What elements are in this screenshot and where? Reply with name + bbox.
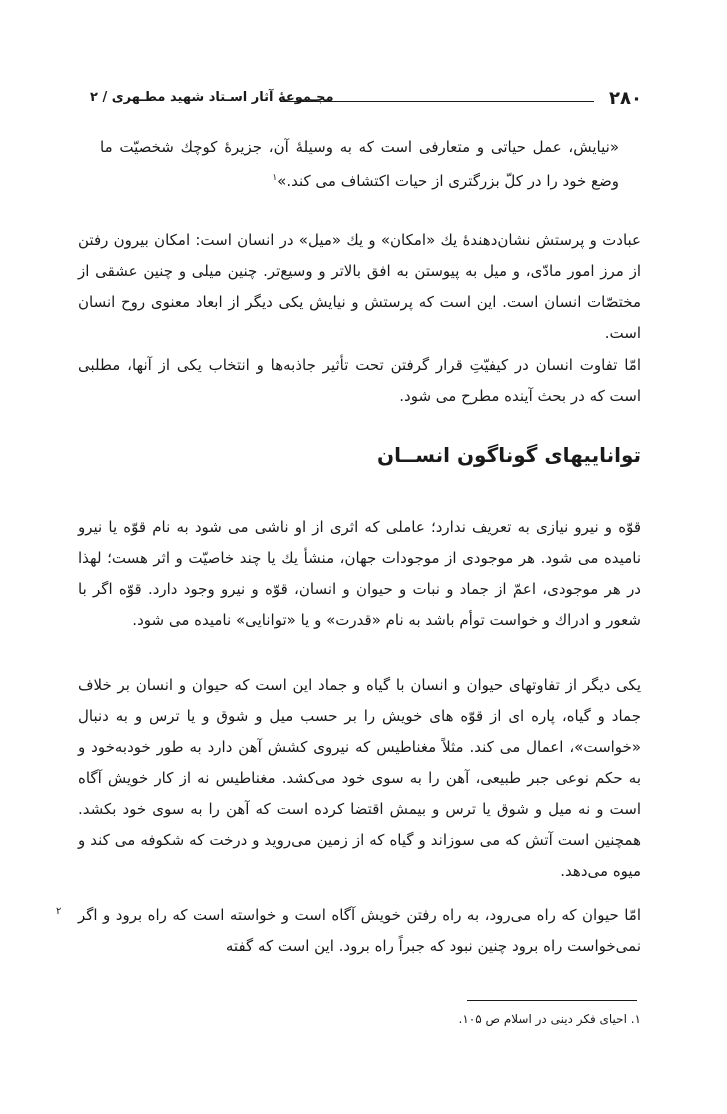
quote-paragraph <box>100 132 619 197</box>
quote-text: «نیایش، عمل حیاتی و متعارفی است که به وسیلهٔ آن، جزیرهٔ کوچك شخصیّت ما وضع خود را در کلّ بزرگتری از حیات اکتشاف می کند.» <box>100 138 619 190</box>
section-paragraph-2: یکی دیگر از تفاوتهای حیوان و انسان با گیاه و جماد این است که حیوان و انسان بر خلاف جماد و گیاه، پاره ای از قوّه های خویش را بر حسب میل و شوق و یا ترس و به دنبال «خواست»، اعمال می کند. مثلاً مغناطیس که نیروی کشش آهن دارد به طور خودبه‌خود و به حکم نوعی جبر طبیعی، آهن را به سوی خود می‌کشد. مغناطیس نه از کار خویش آگاه است و نه میل و شوق یا ترس و بیمش اقتضا کرده است که آهن را به سوی خود بکشد. همچنین است آتش که می سوزاند و گیاه که از زمین می‌روید و درخت که شکوفه می کند و میوه می‌دهد. <box>78 676 641 880</box>
paragraph-2: امّا تفاوت انسان در کیفیّتِ قرار گرفتن تحت تأثیر جاذبه‌ها و انتخاب یکی از آنها، مطلبی است که در بحث آینده مطرح می شود. <box>78 356 641 405</box>
footnote-ref: ۱ <box>272 173 278 183</box>
section-title: تواناییهای گوناگون انســان <box>377 443 641 467</box>
section-paragraph-1: قوّه و نیرو نیازی به تعریف ندارد؛ عاملی که اثری از او ناشی می شود به نام قوّه یا نیرو نامیده می شود. هر موجودی از موجودات جهان، منشأ یك یا چند خاصیّت و اثر هست؛ لهذا در هر موجودی، اعمّ از جماد و نبات و حیوان و انسان، قوّه و نیرو وجود دارد. قوّه اگر با شعور و ادراك و خواست توأم باشد به نام «قدرت» و یا «توانایی» نامیده می شود. <box>78 518 641 629</box>
paragraph-1: عبادت و پرستش نشان‌دهندهٔ یك «امکان» و یك «میل» در انسان است: امکان بیرون رفتن از مرز امور مادّی، و میل به پیوستن به افق بالاتر و وسیع‌تر. چنین میلی و چنین عشقی از مختصّات انسان است. این است که پرستش و نیایش یکی دیگر از ابعاد معنوی روح انسان است. <box>78 231 641 342</box>
page-number: ۲۸۰ <box>609 88 642 109</box>
margin-mark: ۲ <box>56 906 62 917</box>
running-header <box>90 88 642 116</box>
section-paragraph-3: امّا حیوان که راه می‌رود، به راه رفتن خویش آگاه است و خواسته است که راه برود و اگر نمی‌خواست راه برود چنین نبود که جبراً راه برود. این است که گفته <box>78 906 641 955</box>
footnote-rule <box>467 1000 637 1001</box>
footnote: ۱. احیای فکر دینی در اسلام ص ۱۰۵. <box>458 1012 641 1026</box>
running-title: مجـموعهٔ آثار اسـتاد شهید مطـهری / ۲ <box>90 90 334 105</box>
